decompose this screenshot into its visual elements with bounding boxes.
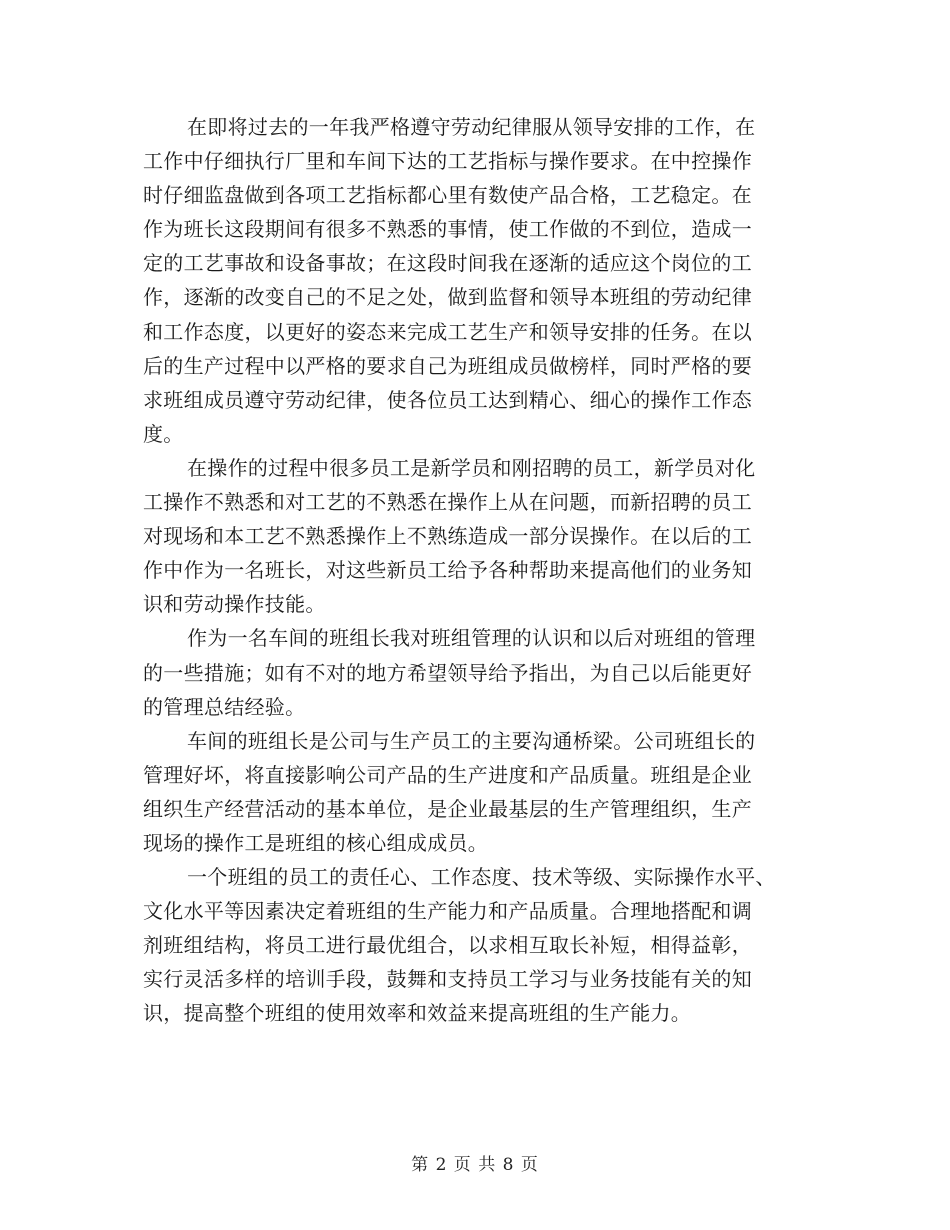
text-line: 时仔细监盘做到各项工艺指标都心里有数使产品合格，工艺稳定。在 (143, 183, 752, 208)
text-line: 在操作的过程中很多员工是新学员和刚招聘的员工，新学员对化 (187, 455, 756, 480)
text-line: 对现场和本工艺不熟悉操作上不熟练造成一部分误操作。在以后的工 (143, 524, 752, 549)
text-line: 工操作不熟悉和对工艺的不熟悉在操作上从在问题，而新招聘的员工 (143, 490, 752, 515)
text-line: 识，提高整个班组的使用效率和效益来提高班组的生产能力。 (143, 1001, 692, 1026)
text-line: 作为一名车间的班组长我对班组管理的认识和以后对班组的管理 (187, 626, 756, 651)
text-line: 管理好坏，将直接影响公司产品的生产进度和产品质量。班组是企业 (143, 762, 752, 787)
text-line: 现场的操作工是班组的核心组成成员。 (143, 830, 489, 855)
text-line: 实行灵活多样的培训手段，鼓舞和支持员工学习与业务技能有关的知 (143, 967, 752, 992)
text-line: 作中作为一名班长，对这些新员工给予各种帮助来提高他们的业务知 (143, 558, 752, 583)
text-line: 作，逐渐的改变自己的不足之处，做到监督和领导本班组的劳动纪律 (143, 285, 752, 310)
page-footer: 第 2 页 共 8 页 (411, 1155, 539, 1175)
text-line: 组织生产经营活动的基本单位，是企业最基层的生产管理组织，生产 (143, 796, 752, 821)
text-line: 后的生产过程中以严格的要求自己为班组成员做榜样，同时严格的要 (143, 353, 752, 378)
document-body (143, 110, 809, 1031)
text-line: 定的工艺事故和设备事故；在这段时间我在逐渐的适应这个岗位的工 (143, 251, 752, 276)
text-line: 识和劳动操作技能。 (143, 592, 326, 617)
text-line: 和工作态度，以更好的姿态来完成工艺生产和领导安排的任务。在以 (143, 319, 752, 344)
text-line: 文化水平等因素决定着班组的生产能力和产品质量。合理地搭配和调 (143, 899, 752, 924)
text-line: 剂班组结构，将员工进行最优组合，以求相互取长补短，相得益彰， (143, 933, 752, 958)
text-line: 的管理总结经验。 (143, 694, 306, 719)
text-line: 求班组成员遵守劳动纪律，使各位员工达到精心、细心的操作工作态 (143, 387, 752, 412)
text-line: 的一些措施；如有不对的地方希望领导给予指出，为自己以后能更好 (143, 660, 752, 685)
text-line: 度。 (143, 421, 184, 446)
text-line: 工作中仔细执行厂里和车间下达的工艺指标与操作要求。在中控操作 (143, 149, 752, 174)
text-line: 在即将过去的一年我严格遵守劳动纪律服从领导安排的工作，在 (187, 115, 756, 139)
text-line: 作为班长这段期间有很多不熟悉的事情，使工作做的不到位，造成一 (143, 217, 752, 242)
text-line: 车间的班组长是公司与生产员工的主要沟通桥梁。公司班组长的 (187, 728, 756, 753)
text-line: 一个班组的员工的责任心、工作态度、技术等级、实际操作水平、 (187, 865, 776, 890)
